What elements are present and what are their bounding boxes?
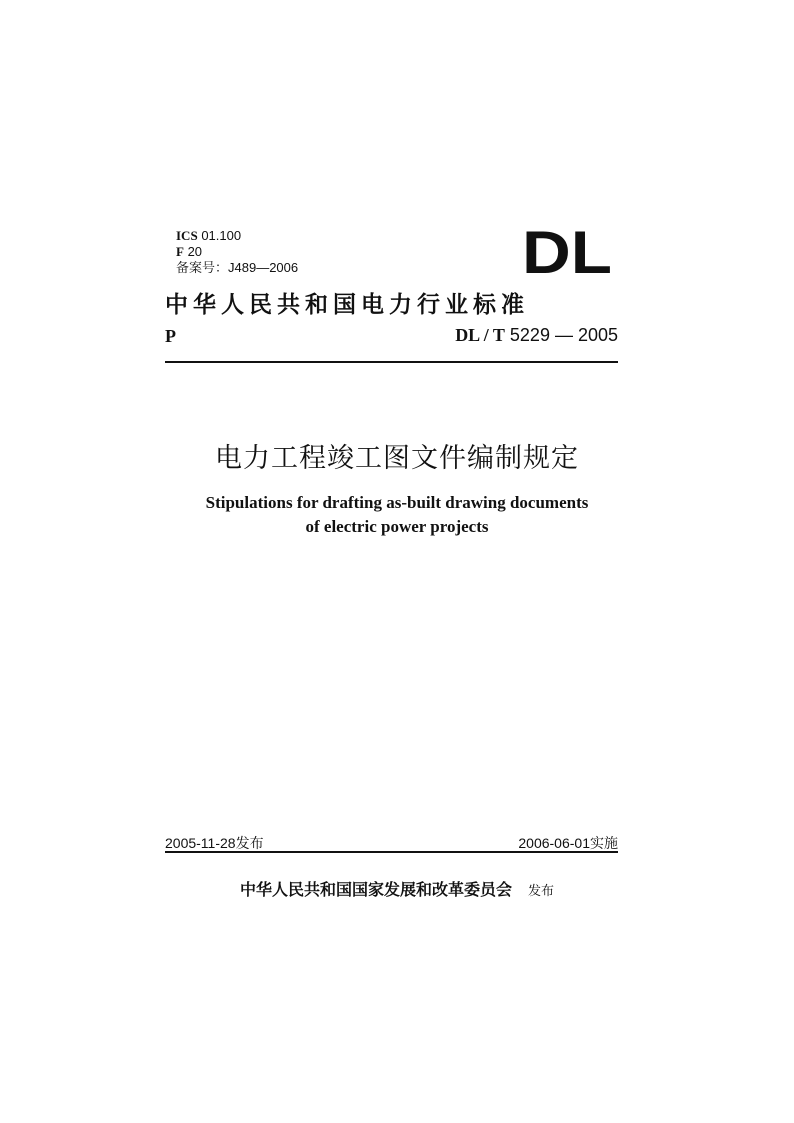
title-en-line-2: of electric power projects (305, 517, 489, 536)
publish-action: 发布 (528, 883, 555, 898)
svg-text:DL: DL (522, 227, 612, 277)
publisher (0, 877, 794, 900)
f-code: F 20 (176, 244, 203, 259)
top-divider (165, 361, 618, 363)
dl-logo (522, 227, 614, 277)
classification-block (176, 228, 298, 276)
standard-category: 中华人民共和国电力行业标准 (165, 291, 529, 318)
p-code: P (165, 326, 176, 346)
publisher-org: 中华人民共和国国家发展和改革委员会 (239, 880, 512, 899)
ics-code: ICS 01.100 (176, 228, 242, 243)
document-title-en (0, 491, 794, 539)
bottom-divider (165, 851, 618, 853)
record-number: 备案号：J489—2006 (176, 260, 299, 275)
document-title-cn: 电力工程竣工图文件编制规定 (215, 443, 579, 474)
standard-number: DL / T 5229 — 2005 (455, 325, 618, 345)
issue-date: 2005-11-28发布 (165, 835, 264, 851)
title-en-line-1: Stipulations for drafting as-built drawing documents (205, 493, 589, 512)
implementation-date: 2006-06-01实施 (518, 835, 618, 851)
